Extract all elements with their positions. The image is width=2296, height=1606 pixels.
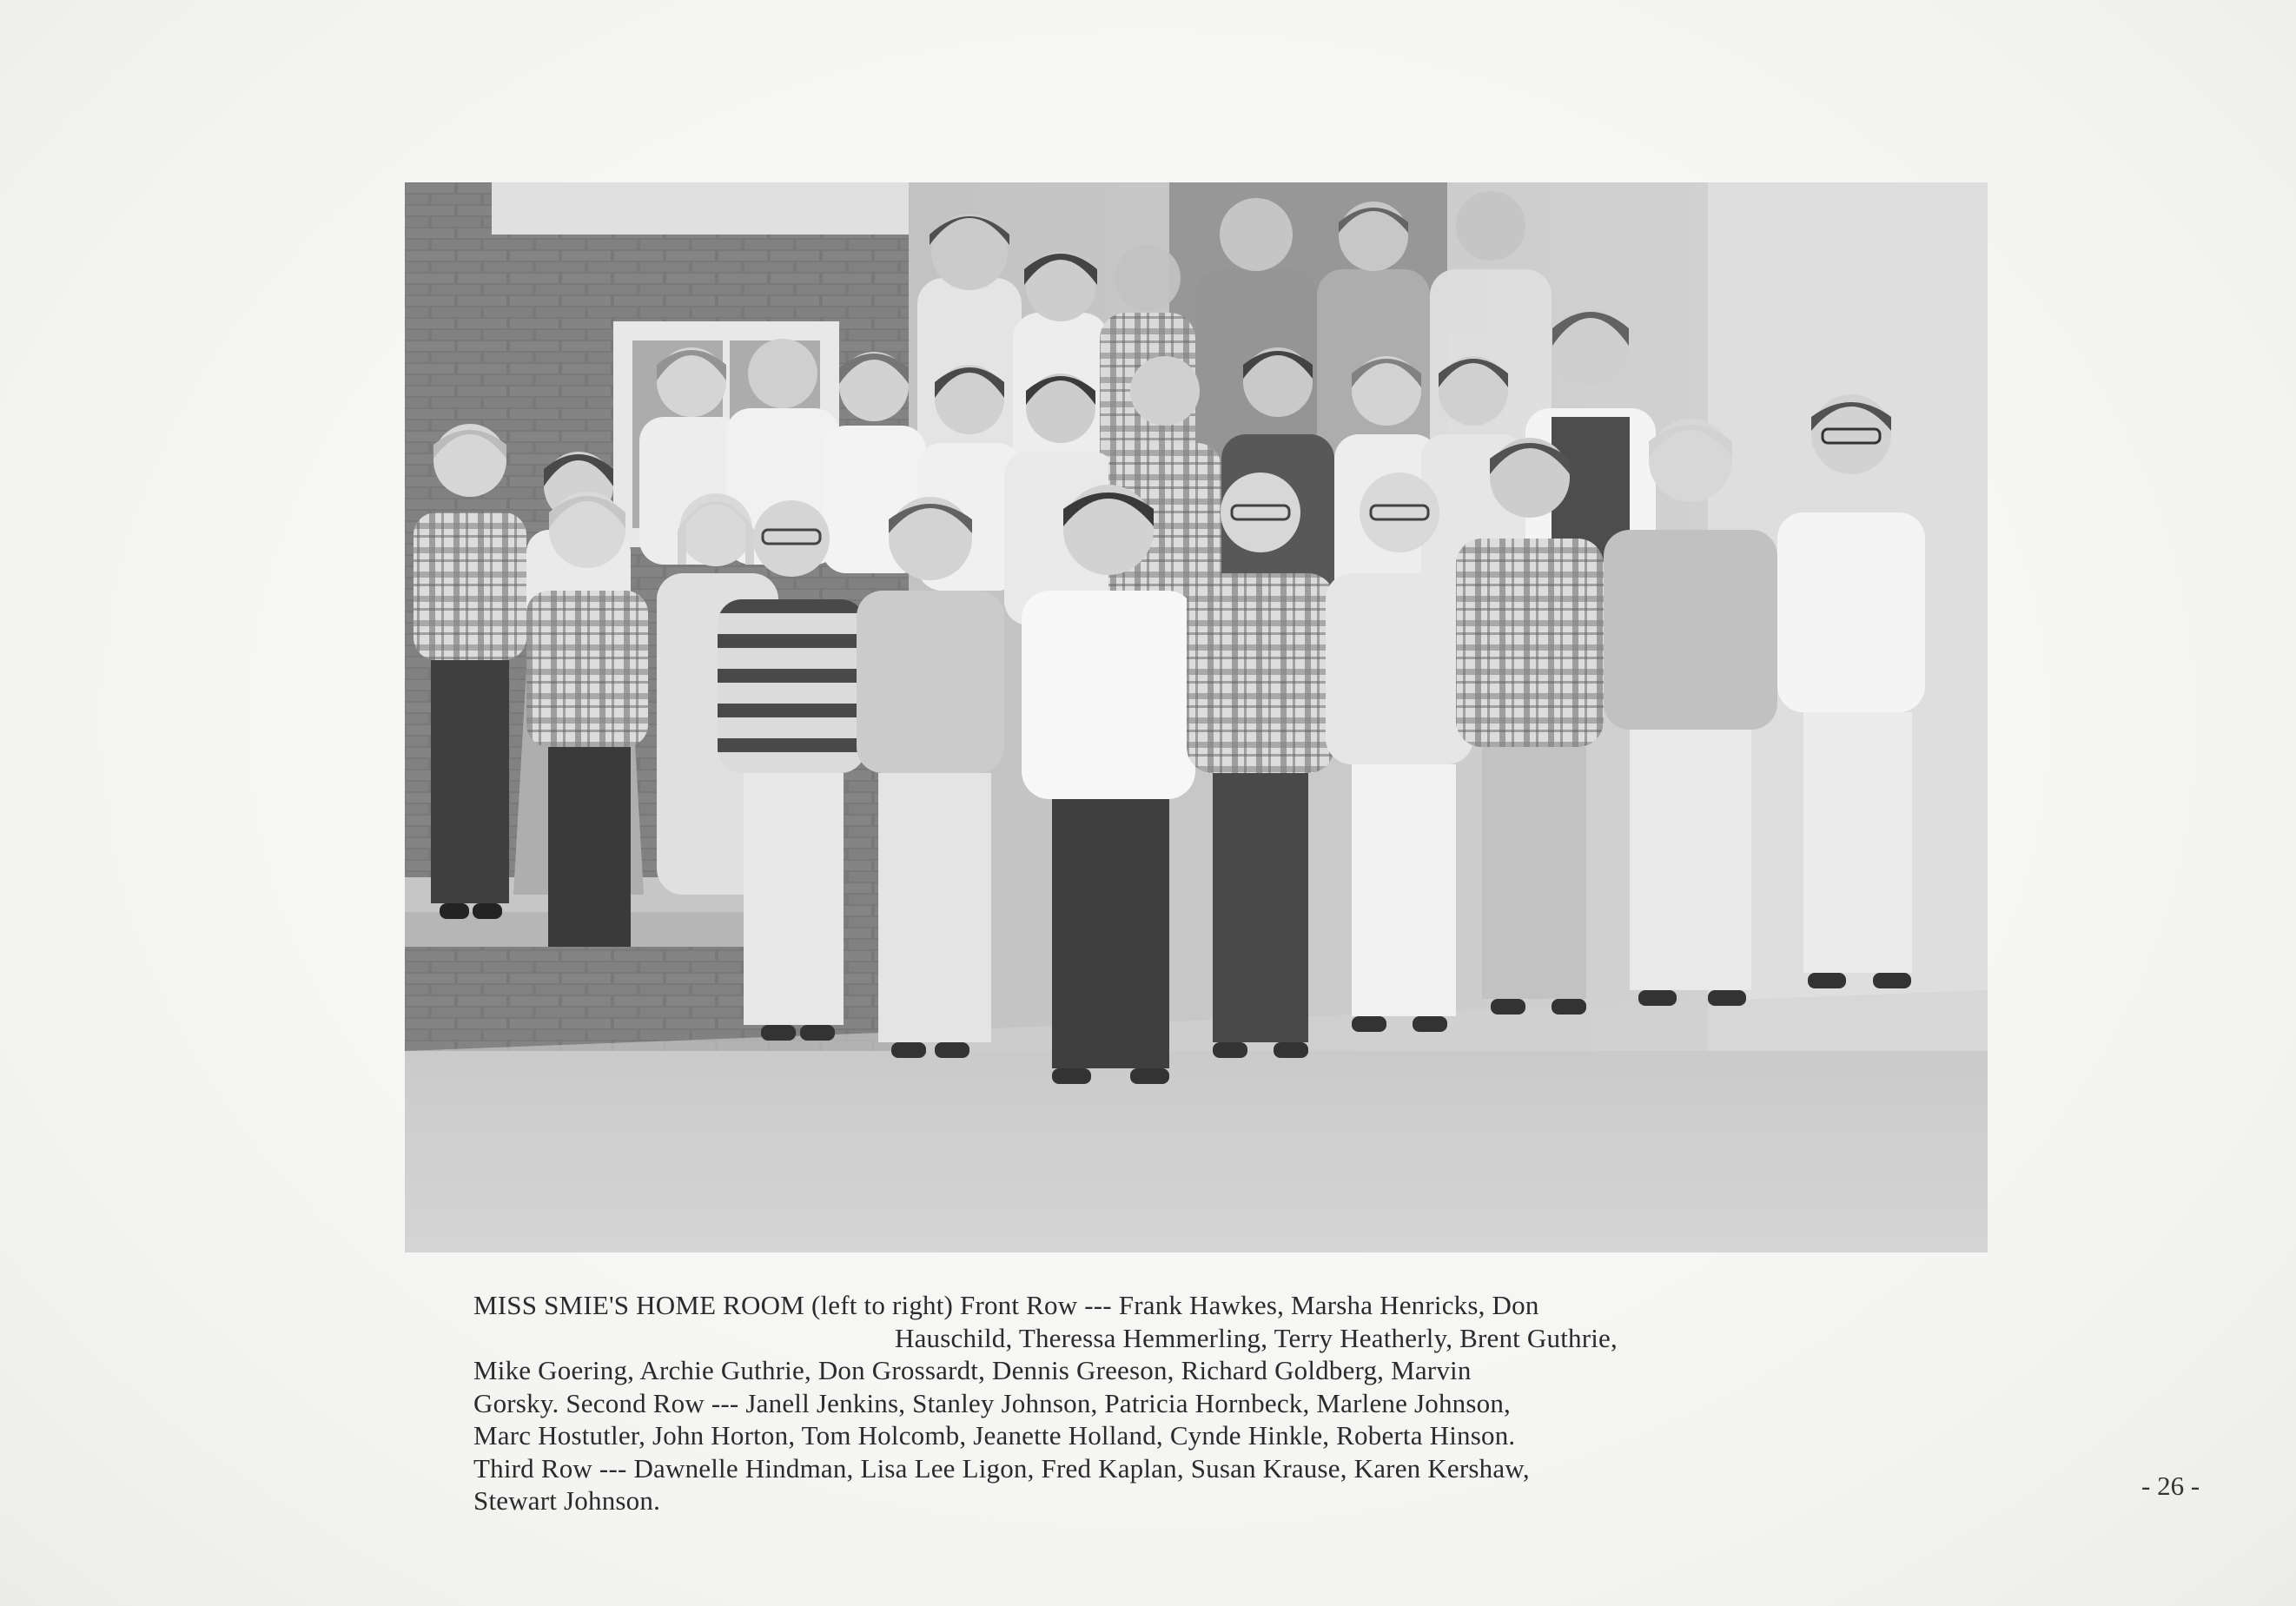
caption-line: Stewart Johnson. (473, 1485, 661, 1516)
caption-line: Gorsky. Second Row --- Janell Jenkins, Stanley Johnson, Patricia Hornbeck, Marlene Johnson, (473, 1387, 1511, 1418)
class-group-photograph (405, 182, 1988, 1252)
caption-line: MISS SMIE'S HOME ROOM (left to right) Front Row --- Frank Hawkes, Marsha Henricks, Don (473, 1290, 1539, 1320)
caption-line: Third Row --- Dawnelle Hindman, Lisa Lee Ligon, Fred Kaplan, Susan Krause, Karen Kershaw, (473, 1452, 1530, 1484)
caption-line: Mike Goering, Archie Guthrie, Don Grossardt, Dennis Greeson, Richard Goldberg, Marvin (473, 1355, 1472, 1385)
caption-line: Hauschild, Theressa Hemmerling, Terry Heatherly, Brent Guthrie, (895, 1322, 1618, 1353)
page-number: - 26 - (2141, 1471, 2200, 1501)
caption-line: Marc Hostutler, John Horton, Tom Holcomb, Jeanette Holland, Cynde Hinkle, Roberta Hinson. (473, 1420, 1516, 1451)
photo-caption (473, 1289, 1968, 1517)
photo-illustration (405, 182, 1988, 1252)
